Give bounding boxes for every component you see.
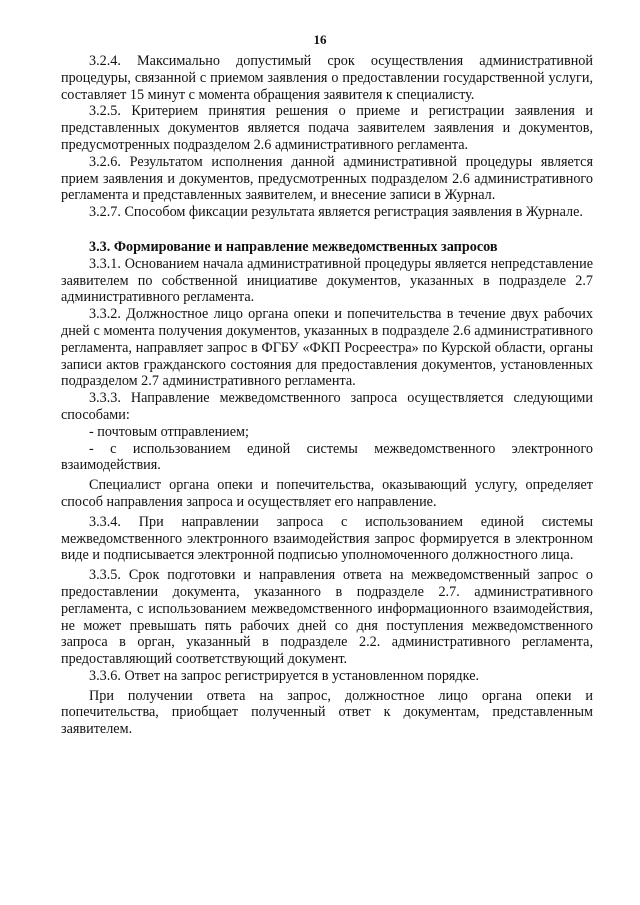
- section-heading-3-3: 3.3. Формирование и направление межведомственных запросов: [89, 238, 498, 255]
- paragraph-3-2-6: 3.2.6. Результатом исполнения данной административной процедуры является прием заявления и документов, предусмотренных подразделом 2.6 административного регламента и представленных заявителем, и внесение записи в Журнал.: [61, 153, 593, 204]
- paragraph-3-3-3: 3.3.3. Направление межведомственного запроса осуществляется следующими способами:: [61, 390, 593, 423]
- list-item-electronic: - с использованием единой системы межведомственного электронного взаимодействия.: [61, 440, 593, 474]
- paragraph-3-3-6: 3.3.6. Ответ на запрос регистрируется в установленном порядке.: [89, 667, 480, 684]
- paragraph-3-3-1: 3.3.1. Основанием начала административной процедуры является непредставление заявителем по собственной инициативе документов, указанных в подразделе 2.7 административного регламента.: [61, 255, 593, 306]
- paragraph-3-3-4: 3.3.4. При направлении запроса с использованием единой системы межведомственного электронного взаимодействия запрос формируется в электронном виде и подписывается электронной подписью уполномоченного должностного лица.: [61, 513, 593, 564]
- paragraph-3-2-5: 3.2.5. Критерием принятия решения о приеме и регистрации заявления и представленных документов является подача заявителем заявления и документов, предусмотренных подразделом 2.6 административного регламента.: [61, 103, 593, 153]
- list-item-postal: - почтовым отправлением;: [89, 423, 249, 440]
- paragraph-response: При получении ответа на запрос, должностное лицо органа опеки и попечительства, приобщает полученный ответ к документам, представленным заявителем.: [61, 687, 593, 738]
- document-body: [61, 53, 593, 738]
- page-number: 16: [313, 32, 327, 47]
- paragraph-specialist: Специалист органа опеки и попечительства, оказывающий услугу, определяет способ направления запроса и осуществляет его направление.: [61, 477, 593, 510]
- paragraph-3-2-4: 3.2.4. Максимально допустимый срок осуществления административной процедуры, связанной с приемом заявления о предоставлении государственной услуги, составляет 15 минут с момента обращения заявителя к специалисту.: [61, 53, 593, 103]
- paragraph-3-3-5: 3.3.5. Срок подготовки и направления ответа на межведомственный запрос о предоставлении документа, указанного в подразделе 2.7. административного регламента, с использованием межведомственного информационного взаимодействия, не может превышать пять рабочих дней со дня поступления межведомственного запроса в орган, указанный в подразделе 2.2. административного регламента, предоставляющий соответствующий документ.: [61, 567, 593, 668]
- paragraph-3-3-2: 3.3.2. Должностное лицо органа опеки и попечительства в течение двух рабочих дней с момента получения документов, указанных в подразделе 2.6 административного регламента, направляет запрос в ФГБУ «ФКП Росреестра» по Курской области, органы записи актов гражданского состояния для предоставления документов, установленных подразделом 2.7 административного регламента.: [61, 306, 593, 390]
- paragraph-3-2-7: 3.2.7. Способом фиксации результата является регистрация заявления в Журнале.: [89, 204, 583, 221]
